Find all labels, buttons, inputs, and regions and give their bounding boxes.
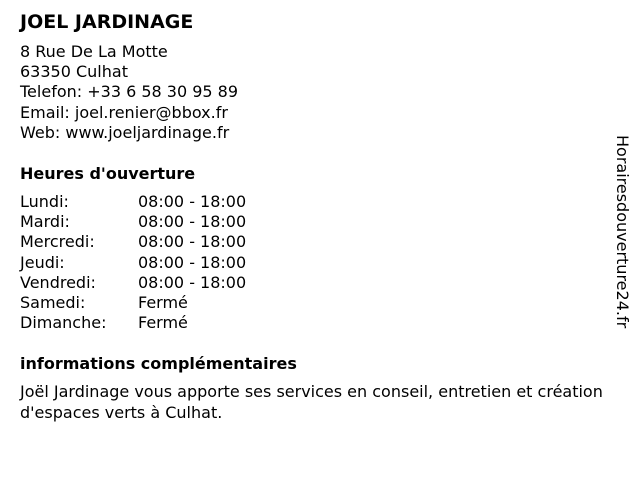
hours-row-wednesday [20,232,610,252]
day-label: Vendredi: [20,272,96,292]
phone-text: Telefon: +33 6 58 30 95 89 [20,82,239,102]
day-label: Mercredi: [20,232,95,252]
time-value: 08:00 - 18:00 [138,272,247,292]
time-value: 08:00 - 18:00 [138,192,247,212]
hours-row-friday [20,273,610,293]
day-label: Jeudi: [20,252,65,272]
hours-row-tuesday [20,212,610,232]
day-label: Lundi: [20,192,69,212]
business-card [20,10,610,423]
opening-hours-table [20,192,610,333]
hours-row-saturday [20,293,610,313]
hours-row-sunday [20,313,610,333]
site-watermark: Horairesdouverture24.fr [613,135,632,329]
address-street: 8 Rue De La Motte [20,42,168,61]
website-text: Web: www.joeljardinage.fr [20,122,230,142]
email-text: Email: joel.renier@bbox.fr [20,102,228,122]
time-value: 08:00 - 18:00 [138,212,247,232]
additional-info-heading: informations complémentaires [20,354,297,374]
time-value: Fermé [138,313,188,333]
opening-hours-heading: Heures d'ouverture [20,164,196,184]
hours-row-thursday [20,253,610,273]
business-name: JOEL JARDINAGE [20,11,194,33]
day-label: Samedi: [20,293,86,313]
time-value: 08:00 - 18:00 [138,232,247,252]
time-value: Fermé [138,293,188,313]
time-value: 08:00 - 18:00 [138,252,247,272]
day-label: Dimanche: [20,313,107,333]
hours-row-monday [20,192,610,212]
address-city: 63350 Culhat [20,62,128,82]
day-label: Mardi: [20,212,70,232]
additional-info-text: Joël Jardinage vous apporte ses services en conseil, entretien et création d'espaces verts à Culhat. [20,382,603,422]
